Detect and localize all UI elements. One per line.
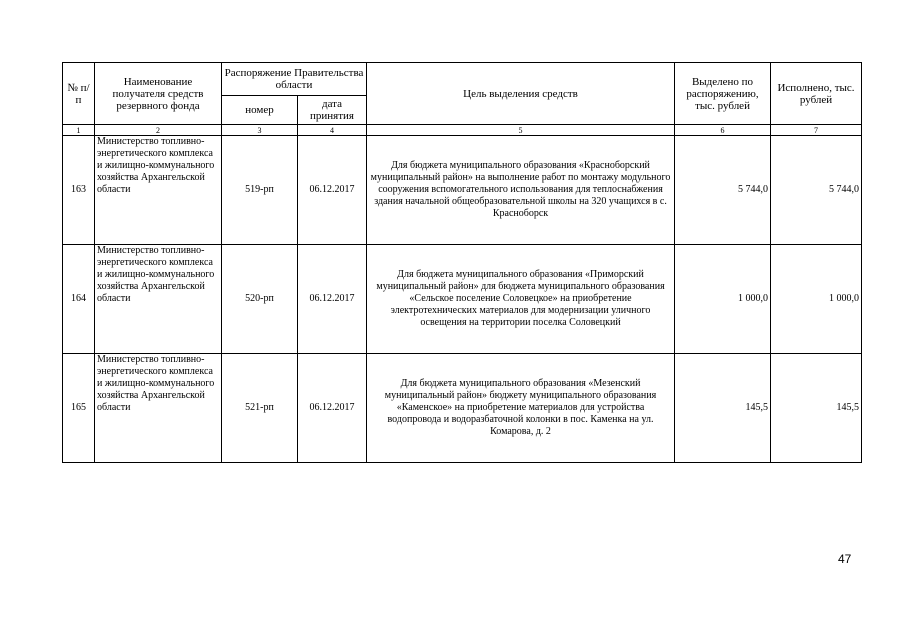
header-purpose: Цель выделения средств xyxy=(367,63,675,125)
header-recipient: Наименование получателя средств резервного фонда xyxy=(95,63,222,125)
row-recipient: Министерство топливно-энергетического комплекса и жилищно-коммунального хозяйства Архангельской области xyxy=(95,245,222,354)
reserve-fund-table xyxy=(62,62,862,463)
table-row xyxy=(63,354,862,463)
column-number: 3 xyxy=(222,125,298,136)
row-order-date: 06.12.2017 xyxy=(298,136,367,245)
header-executed: Исполнено, тыс. рублей xyxy=(771,63,862,125)
header-order-number: номер xyxy=(222,96,298,125)
header-num: № п/п xyxy=(63,63,95,125)
row-order-number: 521-рп xyxy=(222,354,298,463)
page-number: 47 xyxy=(838,552,852,566)
row-order-date: 06.12.2017 xyxy=(298,245,367,354)
row-order-number: 520-рп xyxy=(222,245,298,354)
row-num: 165 xyxy=(63,354,95,463)
column-number: 4 xyxy=(298,125,367,136)
row-num: 163 xyxy=(63,136,95,245)
row-num: 164 xyxy=(63,245,95,354)
row-recipient: Министерство топливно-энергетического комплекса и жилищно-коммунального хозяйства Архангельской области xyxy=(95,136,222,245)
column-number: 1 xyxy=(63,125,95,136)
row-order-date: 06.12.2017 xyxy=(298,354,367,463)
header-order: Распоряжение Правительства области xyxy=(222,63,367,96)
column-number-row xyxy=(63,125,862,136)
row-order-number: 519-рп xyxy=(222,136,298,245)
column-number: 5 xyxy=(367,125,675,136)
column-number: 2 xyxy=(95,125,222,136)
row-purpose: Для бюджета муниципального образования «Красноборский муниципальный район» на выполнение работ по монтажу модульного сооружения вспомогательного использования для теплоснабжения здания начальной общеобразовательной школы на 320 учащихся в с. Красноборск xyxy=(367,136,675,245)
row-allocated: 5 744,0 xyxy=(675,136,771,245)
header-order-date: дата принятия xyxy=(298,96,367,125)
row-executed: 145,5 xyxy=(771,354,862,463)
row-allocated: 145,5 xyxy=(675,354,771,463)
row-executed: 5 744,0 xyxy=(771,136,862,245)
row-executed: 1 000,0 xyxy=(771,245,862,354)
row-recipient: Министерство топливно-энергетического комплекса и жилищно-коммунального хозяйства Архангельской области xyxy=(95,354,222,463)
column-number: 6 xyxy=(675,125,771,136)
header-row xyxy=(63,63,862,96)
table-row xyxy=(63,245,862,354)
row-purpose: Для бюджета муниципального образования «Мезенский муниципальный район» бюджету муниципального образования «Каменское» на приобретение материалов для устройства водопровода и водоразбаточной колонки в пос. Каменка на ул. Комарова, д. 2 xyxy=(367,354,675,463)
row-allocated: 1 000,0 xyxy=(675,245,771,354)
header-allocated: Выделено по распоряжению, тыс. рублей xyxy=(675,63,771,125)
row-purpose: Для бюджета муниципального образования «Приморский муниципальный район» для бюджета муниципального образования «Сельское поселение Соловецкое» на приобретение электротехнических материалов для модернизации уличного освещения на территории поселка Соловецкий xyxy=(367,245,675,354)
table-row xyxy=(63,136,862,245)
column-number: 7 xyxy=(771,125,862,136)
